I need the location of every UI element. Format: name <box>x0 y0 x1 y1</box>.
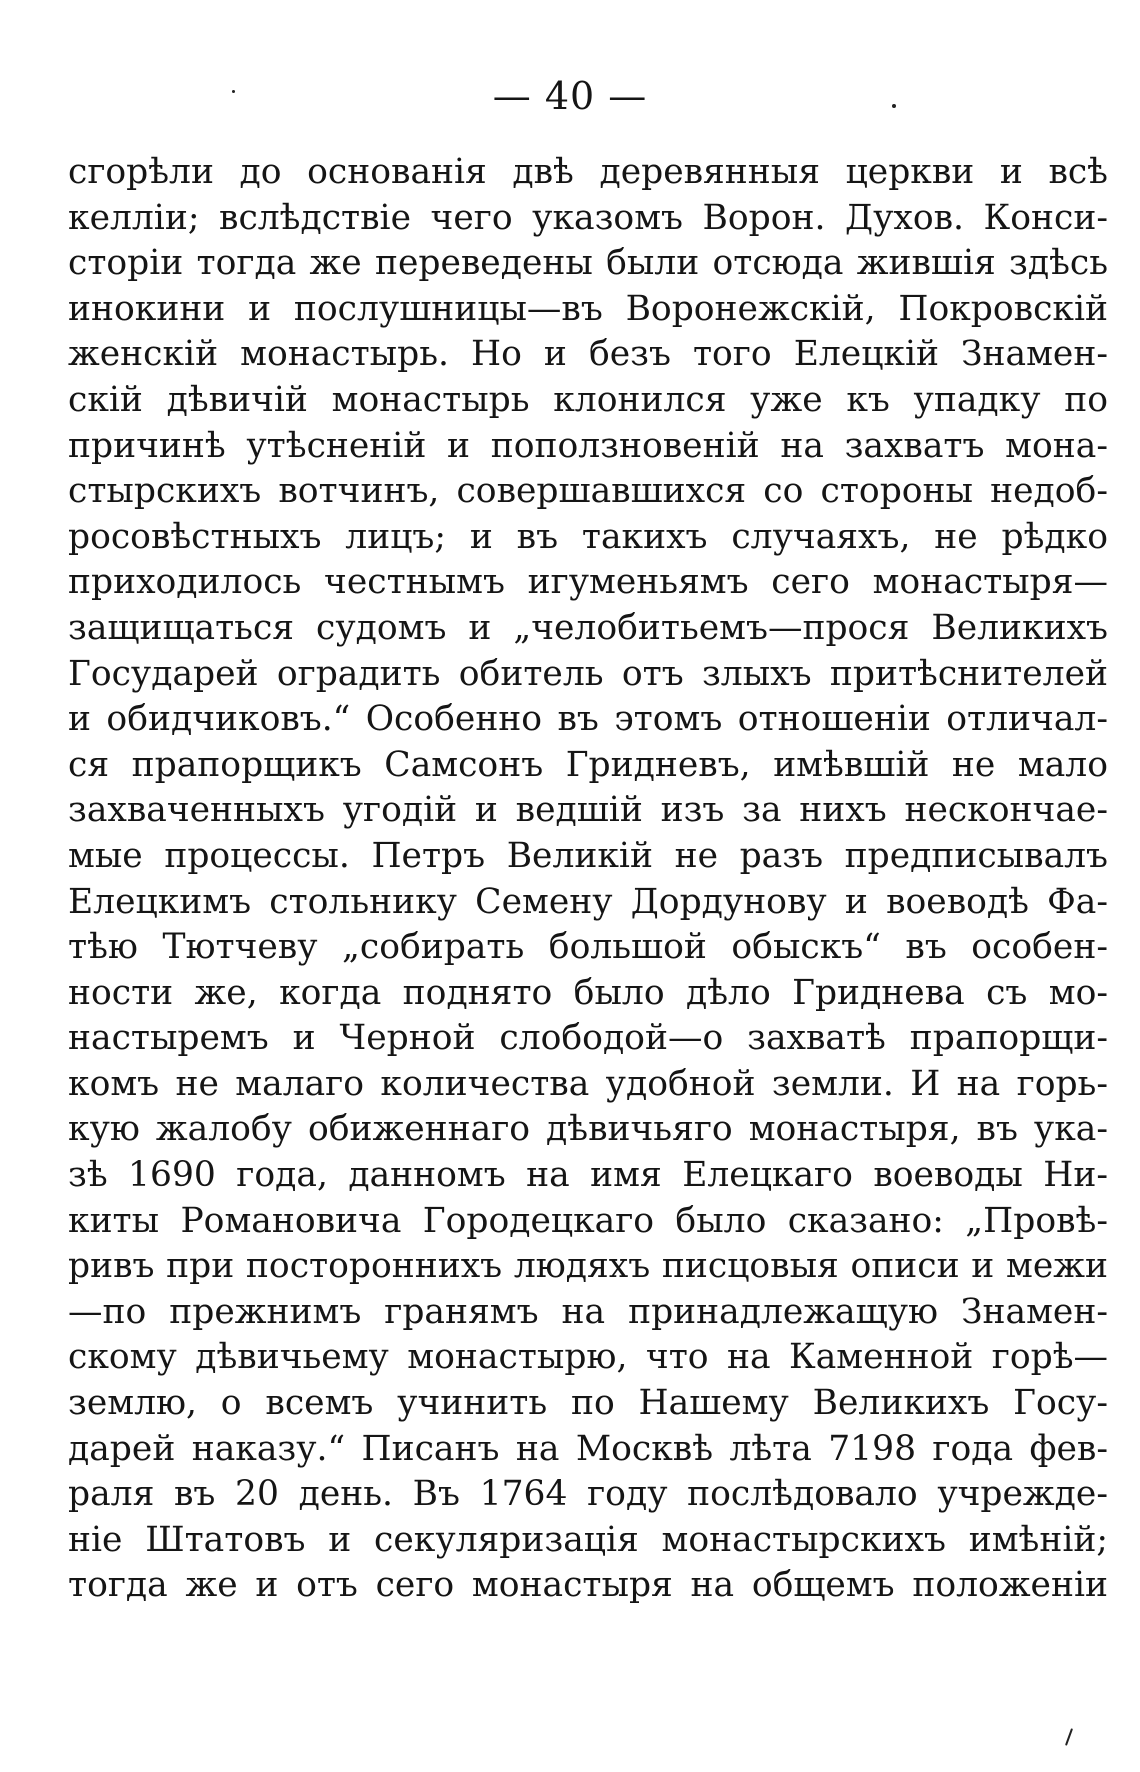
text-line: ности же, когда поднято было дѣло Гриднева съ мо- <box>68 972 1108 1013</box>
print-speck <box>1065 1728 1073 1746</box>
text-line: ривъ при постороннихъ людяхъ писцовыя описи и межи <box>68 1246 1108 1287</box>
text-line: инокини и послушницы—въ Воронежскій, Покровскій <box>68 288 1108 329</box>
text-line: ніе Штатовъ и секуляризація монастырскихъ имѣній; <box>68 1519 1108 1560</box>
text-line: причинѣ утѣсненій и поползновеній на захватъ мона- <box>68 425 1108 466</box>
page-number: — 40 — <box>492 74 648 118</box>
body-text <box>68 150 1108 1609</box>
text-line: —по прежнимъ гранямъ на принадлежащую Знамен- <box>68 1291 1108 1332</box>
text-line: и обидчиковъ.“ Особенно въ этомъ отношеніи отличал- <box>68 699 1108 740</box>
text-line: приходилось честнымъ игуменьямъ сего монастыря— <box>68 562 1108 603</box>
text-line: киты Романовича Городецкаго было сказано: „Провѣ- <box>68 1200 1108 1241</box>
text-line: тѣю Тютчеву „собирать большой обыскъ“ въ особен- <box>68 927 1108 968</box>
text-line: дарей наказу.“ Писанъ на Москвѣ лѣта 7198 года фев- <box>68 1428 1108 1469</box>
text-line: Елецкимъ стольнику Семену Дордунову и воеводѣ Фа- <box>68 881 1108 922</box>
text-line: землю, о всемъ учинить по Нашему Великихъ Госу- <box>68 1383 1108 1424</box>
text-line: кую жалобу обиженнаго дѣвичьяго монастыря, въ ука- <box>68 1109 1108 1150</box>
text-line: настыремъ и Черной слободой—о захватѣ прапорщи- <box>68 1018 1108 1059</box>
text-line: скому дѣвичьему монастырю, что на Каменной горѣ— <box>68 1337 1108 1378</box>
text-line: зѣ 1690 года, данномъ на имя Елецкаго воеводы Ни- <box>68 1155 1108 1196</box>
text-line: сторіи тогда же переведены были отсюда жившія здѣсь <box>68 243 1108 284</box>
print-speck <box>892 104 896 108</box>
text-line: женскій монастырь. Но и безъ того Елецкій Знамен- <box>68 334 1108 375</box>
text-line: защищаться судомъ и „челобитьемъ—прося Великихъ <box>68 607 1108 648</box>
text-line: росовѣстныхъ лицъ; и въ такихъ случаяхъ, не рѣдко <box>68 516 1108 557</box>
text-line: скій дѣвичій монастырь клонился уже къ упадку по <box>68 379 1108 420</box>
print-speck <box>232 90 235 93</box>
text-line: ся прапорщикъ Самсонъ Гридневъ, имѣвшій не мало <box>68 744 1108 785</box>
text-line: Государей оградить обитель отъ злыхъ притѣснителей <box>68 653 1108 694</box>
text-line: захваченныхъ угодій и ведшій изъ за нихъ нескончае- <box>68 790 1108 831</box>
text-line: мые процессы. Петръ Великій не разъ предписывалъ <box>68 835 1108 876</box>
text-line: комъ не малаго количества удобной земли. И на горь- <box>68 1063 1108 1104</box>
text-line: стырскихъ вотчинъ, совершавшихся со стороны недоб- <box>68 471 1108 512</box>
text-line: сгорѣли до основанія двѣ деревянныя церкви и всѣ <box>68 152 1108 192</box>
text-line: келліи; вслѣдствіе чего указомъ Ворон. Духов. Конси- <box>68 197 1108 238</box>
text-line: тогда же и отъ сего монастыря на общемъ положеніи <box>68 1565 1108 1606</box>
text-line: раля въ 20 день. Въ 1764 году послѣдовало учрежде- <box>68 1474 1108 1515</box>
